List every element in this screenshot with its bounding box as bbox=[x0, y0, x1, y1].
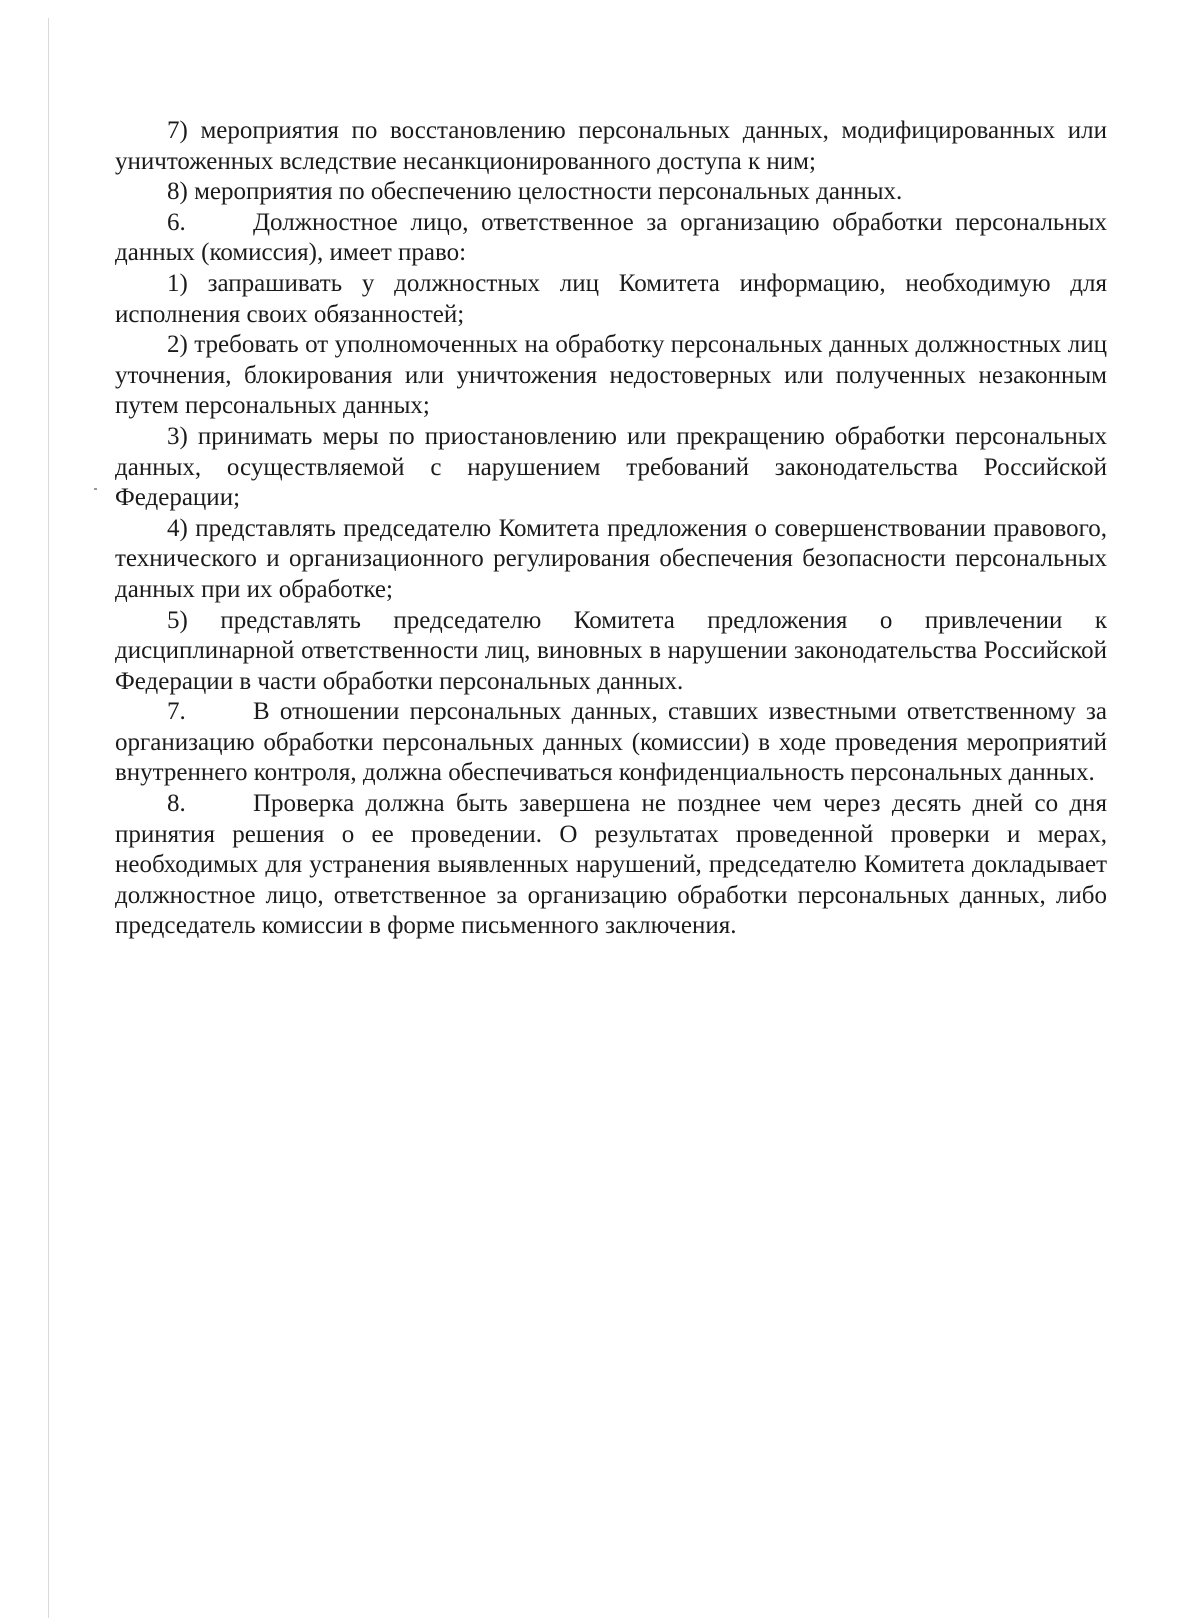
scan-speck bbox=[94, 488, 97, 490]
paragraph-number: 7. bbox=[167, 698, 186, 726]
paragraph-item-7 bbox=[115, 116, 1107, 177]
paragraph-text: 5) представлять председателю Комитета предложения о привлечении к дисциплинарной ответственности лиц, виновных в нарушении законодательства Российской Федерации в части обработки персональных данных. bbox=[115, 606, 1107, 695]
paragraph-text: В отношении персональных данных, ставших известными ответственному за организацию обработки персональных данных (комиссии) в ходе проведения мероприятий внутреннего контроля, должна обеспечиваться конфиденциальность персональных данных. bbox=[115, 698, 1107, 787]
paragraph-text: 3) принимать меры по приостановлению или прекращению обработки персональных данных, осуществляемой с нарушением требований законодательства Российской Федерации; bbox=[115, 422, 1107, 512]
paragraph-text: Проверка должна быть завершена не позднее чем через десять дней со дня принятия решения о ее проведении. О результатах проведенной проверки и мерах, необходимых для устранения выявленных нарушений, председателю Комитета докладывает должностное лицо, ответственное за организацию обработки персональных данных, либо председатель комиссии в форме письменного заключения. bbox=[115, 790, 1107, 940]
paragraph-subitem-1 bbox=[115, 269, 1107, 330]
paragraph-number: 6. bbox=[167, 208, 186, 236]
paragraph-6 bbox=[115, 208, 1107, 269]
paragraph-text: Должностное лицо, ответственное за организацию обработки персональных данных (комиссия), имеет право: bbox=[115, 208, 1107, 267]
paragraph-subitem-5 bbox=[115, 606, 1107, 698]
paragraph-8 bbox=[115, 789, 1107, 942]
paragraph-subitem-3 bbox=[115, 422, 1107, 514]
scan-edge-line bbox=[48, 18, 49, 1618]
paragraph-text: 4) представлять председателю Комитета предложения о совершенствовании правового, технического и организационного регулирования обеспечения безопасности персональных данных при их обработке; bbox=[115, 514, 1107, 603]
paragraph-text: 7) мероприятия по восстановлению персональных данных, модифицированных или уничтоженных вследствие несанкционированного доступа к ним; bbox=[115, 117, 1107, 175]
paragraph-7 bbox=[115, 697, 1107, 789]
paragraph-text: 1) запрашивать у должностных лиц Комитета информацию, необходимую для исполнения своих обязанностей; bbox=[115, 269, 1107, 328]
paragraph-text: 2) требовать от уполномоченных на обработку персональных данных должностных лиц уточнения, блокирования или уничтожения недостоверных или полученных незаконным путем персональных данных; bbox=[115, 331, 1107, 420]
paragraph-text: 8) мероприятия по обеспечению целостности персональных данных. bbox=[167, 178, 903, 206]
paragraph-number: 8. bbox=[167, 790, 186, 818]
paragraph-subitem-2 bbox=[115, 330, 1107, 422]
paragraph-subitem-4 bbox=[115, 514, 1107, 606]
document-body bbox=[115, 116, 1107, 942]
paragraph-item-8 bbox=[115, 177, 1107, 208]
